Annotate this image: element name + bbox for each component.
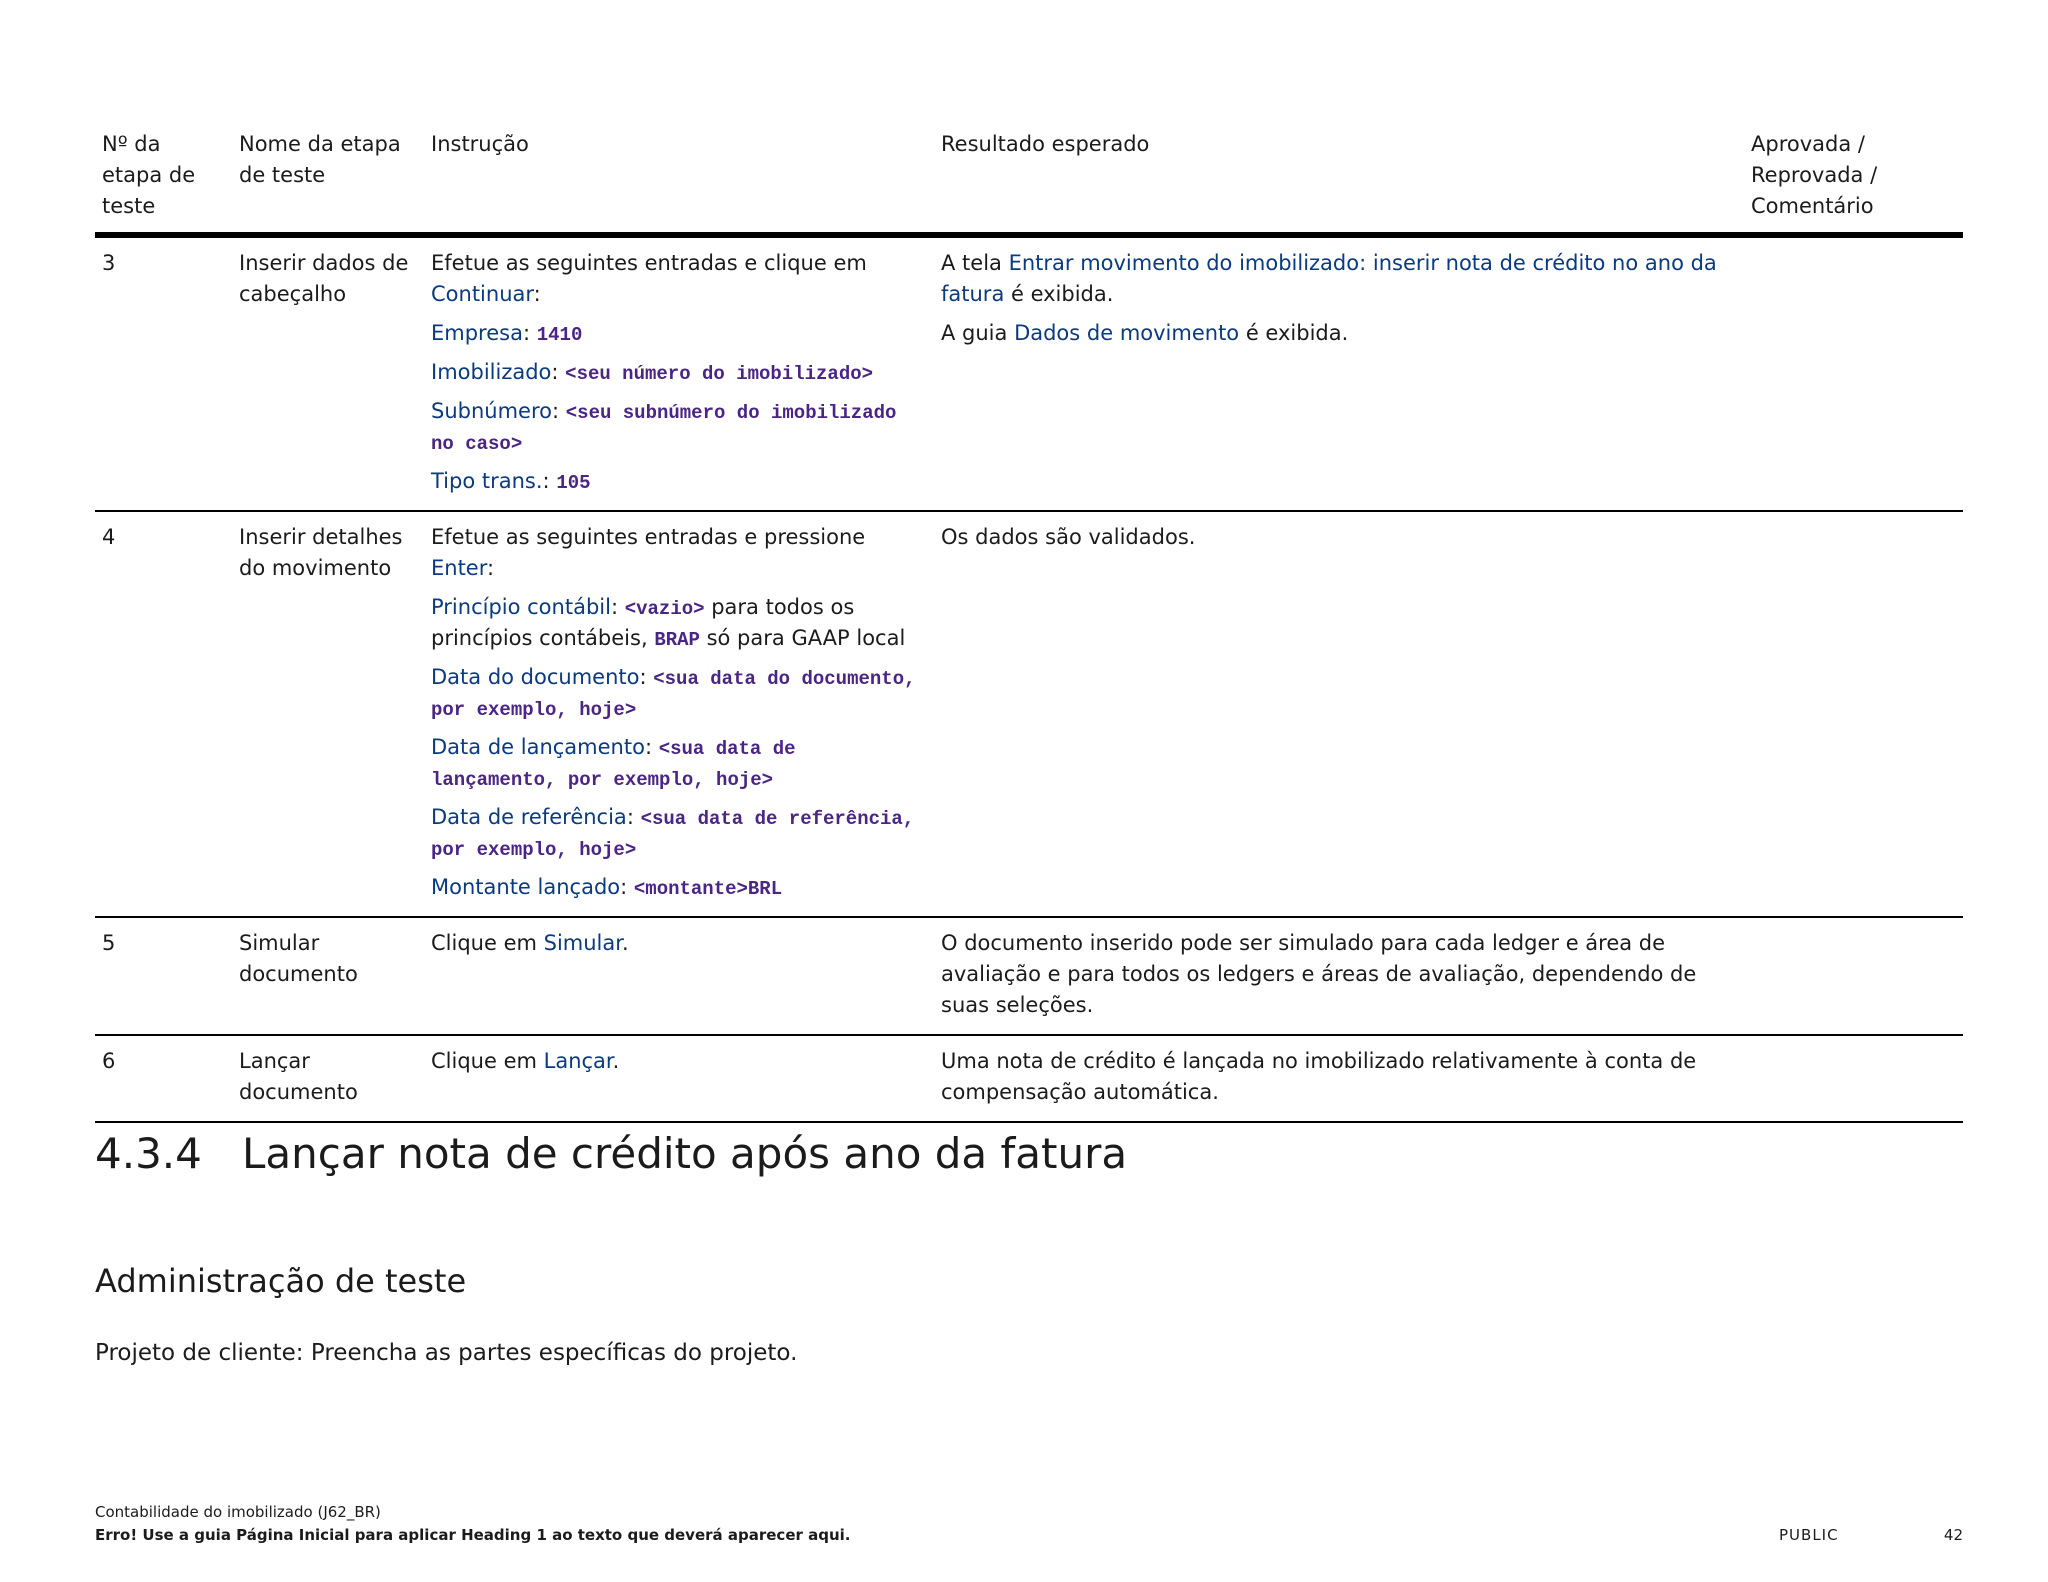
field-separator: :: [610, 595, 625, 619]
instruction-intro: [431, 522, 928, 584]
footer-doc-title: Contabilidade do imobilizado (J62_BR): [95, 1503, 381, 1521]
step-number: 6: [95, 1035, 232, 1122]
field-label: Imobilizado: [431, 360, 552, 384]
instruction-text: Clique em: [431, 1049, 544, 1073]
field-value: <sua data do documento, por exemplo, hoje>: [431, 668, 916, 721]
field-separator: :: [522, 321, 537, 345]
field-label: Data de referência: [431, 805, 627, 829]
field-entry: [431, 396, 928, 458]
section-number: 4.3.4: [95, 1129, 202, 1178]
instruction-intro: [431, 248, 928, 310]
field-value: <seu número do imobilizado>: [565, 363, 874, 385]
field-label: Data do documento: [431, 665, 640, 689]
step-name: Lançar documento: [232, 1035, 424, 1122]
expected-line: [941, 318, 1738, 349]
instruction-text: Efetue as seguintes entradas e clique em: [431, 251, 867, 275]
field-value: 105: [556, 472, 591, 494]
field-entry: [431, 592, 928, 654]
step-approved-comment: [1744, 511, 1963, 917]
step-instruction: [424, 235, 934, 511]
field-value: <sua data de referência, por exemplo, hoje>: [431, 808, 915, 861]
field-value: <montante>BRL: [633, 878, 783, 900]
field-entry: [431, 732, 928, 794]
step-instruction: [424, 511, 934, 917]
step-name: Inserir dados de cabeçalho: [232, 235, 424, 511]
body-paragraph: Projeto de cliente: Preencha as partes específicas do projeto.: [95, 1340, 798, 1366]
expected-text: A tela: [941, 251, 1009, 275]
field-separator: :: [542, 469, 557, 493]
table-header-row: [95, 126, 1963, 235]
instruction-text: Efetue as seguintes entradas e pressione: [431, 525, 866, 549]
field-entry: [431, 662, 928, 724]
expected-line: [941, 248, 1738, 310]
step-expected-result: Os dados são validados.: [934, 511, 1744, 917]
enter-key-link[interactable]: Enter: [431, 556, 487, 580]
header-expected-result: Resultado esperado: [934, 126, 1744, 235]
step-number: 5: [95, 917, 232, 1035]
field-value: <vazio>: [624, 598, 705, 620]
field-label: Princípio contábil: [431, 595, 611, 619]
field-separator: :: [644, 735, 659, 759]
tab-name-link: Dados de movimento: [1014, 321, 1240, 345]
step-instruction: [424, 917, 934, 1035]
field-value: BRAP: [654, 629, 700, 651]
step-number: 4: [95, 511, 232, 917]
table-row: [95, 917, 1963, 1035]
instruction-text: :: [533, 282, 541, 306]
step-name: Inserir detalhes do movimento: [232, 511, 424, 917]
field-label: Subnúmero: [431, 399, 552, 423]
field-entry: [431, 357, 928, 388]
field-value: <sua data de lançamento, por exemplo, hoje>: [431, 738, 796, 791]
instruction-text: .: [612, 1049, 620, 1073]
field-separator: :: [626, 805, 641, 829]
field-value: <seu subnúmero do imobilizado no caso>: [431, 402, 897, 455]
test-steps-table: [95, 126, 1963, 1123]
field-separator: :: [620, 875, 634, 899]
screen-name-link: Entrar movimento do imobilizado: inserir nota de crédito no ano da fatura: [941, 251, 1717, 306]
simulate-link[interactable]: Simular: [543, 931, 622, 955]
step-expected-result: O documento inserido pode ser simulado para cada ledger e área de avaliação e para todos os ledgers e áreas de avaliação, dependendo de suas seleções.: [934, 917, 1744, 1035]
expected-text: A guia: [941, 321, 1015, 345]
field-note: só para GAAP local: [699, 626, 906, 650]
field-label: Tipo trans.: [431, 469, 543, 493]
instruction-text: :: [487, 556, 495, 580]
field-separator: :: [639, 665, 654, 689]
field-separator: :: [552, 399, 566, 423]
header-step-no: Nº da etapa de teste: [95, 126, 232, 235]
section-heading: [95, 1126, 1127, 1182]
header-instruction: Instrução: [424, 126, 934, 235]
field-note: para todos os princípios contábeis,: [431, 595, 855, 650]
field-entry: [431, 802, 928, 864]
step-approved-comment: [1744, 235, 1963, 511]
footer-error-text: Erro! Use a guia Página Inicial para aplicar Heading 1 ao texto que deverá aparecer aqui.: [95, 1526, 851, 1544]
expected-text: é exibida.: [1004, 282, 1114, 306]
section-title: Lançar nota de crédito após ano da fatura: [242, 1129, 1128, 1178]
expected-text: é exibida.: [1239, 321, 1349, 345]
footer-classification: PUBLIC: [1779, 1526, 1839, 1544]
post-link[interactable]: Lançar: [543, 1049, 613, 1073]
step-instruction: [424, 1035, 934, 1122]
step-expected-result: Uma nota de crédito é lançada no imobilizado relativamente à conta de compensação automática.: [934, 1035, 1744, 1122]
table-row: [95, 235, 1963, 511]
table-row: [95, 511, 1963, 917]
table-row: [95, 1035, 1963, 1122]
step-number: 3: [95, 235, 232, 511]
step-approved-comment: [1744, 917, 1963, 1035]
header-approved-comment: Aprovada / Reprovada / Comentário: [1744, 126, 1963, 235]
subheading: Administração de teste: [95, 1262, 467, 1300]
step-approved-comment: [1744, 1035, 1963, 1122]
instruction-text: Clique em: [431, 931, 544, 955]
instruction-text: .: [621, 931, 629, 955]
header-step-name: Nome da etapa de teste: [232, 126, 424, 235]
field-entry: [431, 318, 928, 349]
field-entry: [431, 466, 928, 497]
step-name: Simular documento: [232, 917, 424, 1035]
field-label: Montante lançado: [431, 875, 621, 899]
footer-page-number: 42: [1943, 1526, 1963, 1544]
field-separator: :: [551, 360, 566, 384]
step-expected-result: [934, 235, 1744, 511]
field-entry: [431, 872, 928, 903]
field-label: Data de lançamento: [431, 735, 645, 759]
field-value: 1410: [536, 324, 583, 346]
field-label: Empresa: [431, 321, 523, 345]
continue-link[interactable]: Continuar: [431, 282, 534, 306]
